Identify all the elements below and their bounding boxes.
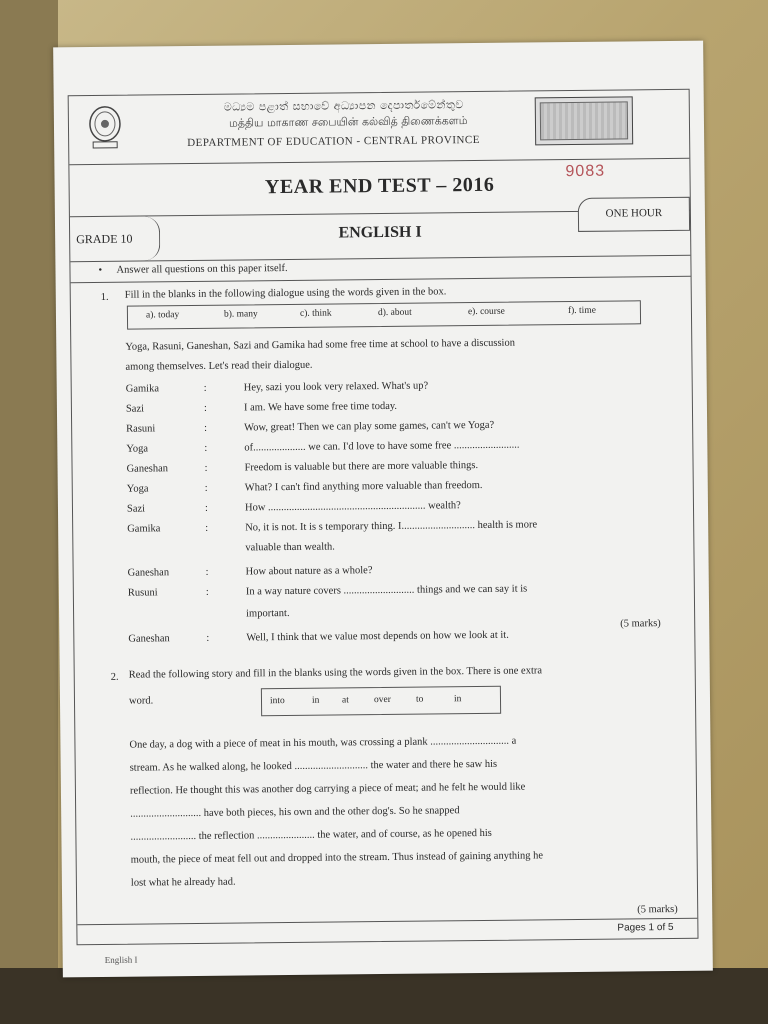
question-2-text: word.	[128, 695, 154, 707]
question-2-number: 2.	[110, 671, 119, 683]
question-2-marks: (5 marks)	[637, 903, 678, 916]
speaker: Yoga	[126, 483, 149, 495]
dialogue-line: In a way nature covers ........................... things and we can say it is	[245, 583, 528, 598]
colon: :	[203, 382, 207, 394]
speaker: Ganeshan	[127, 567, 170, 579]
speaker: Gamika	[125, 383, 160, 395]
grade-label: GRADE 10	[70, 216, 160, 261]
footer-label: English I	[104, 954, 138, 965]
footer-divider	[77, 918, 697, 925]
question-2-word-box	[261, 686, 501, 717]
speaker: Gamika	[127, 523, 161, 535]
dialogue-line: I am. We have some free time today.	[243, 400, 398, 414]
sinhala-heading: මධ්‍යම පළාත් සභාවේ අධ්‍යාපන දෙපාර්තමේන්තුව	[223, 98, 464, 114]
word-option: to	[415, 694, 424, 705]
word-option: e). course	[467, 306, 505, 318]
dialogue-line: important.	[246, 607, 290, 620]
question-2-story	[129, 728, 691, 895]
dialogue-row	[128, 604, 688, 630]
word-option: over	[373, 694, 391, 706]
duration-label: ONE HOUR	[578, 197, 690, 232]
dialogue-line: What? I can't find anything more valuable than freedom.	[244, 479, 483, 494]
stamp-pattern	[540, 101, 628, 140]
colon: :	[206, 632, 210, 644]
speaker: Rasuni	[126, 423, 156, 435]
colon: :	[205, 522, 209, 534]
word-option: at	[341, 695, 349, 706]
instruction-text: Answer all questions on this paper itself.	[116, 262, 288, 276]
dialogue-line: Wow, great! Then we can play some games, can't we Yoga?	[244, 419, 495, 434]
story-line: One day, a dog with a piece of meat in his mouth, was crossing a plank .............................. a	[129, 735, 517, 751]
subject-label: ENGLISH I	[338, 223, 422, 242]
speaker: Rusuni	[127, 587, 158, 599]
story-line: ........................... have both pieces, his own and the other dog's. So he snapped	[130, 805, 460, 820]
revenue-stamp	[535, 96, 633, 145]
colon: :	[205, 566, 209, 578]
story-line: lost what he already had.	[130, 876, 236, 889]
story-line: stream. As he walked along, he looked ............................ the water and there he saw his	[129, 758, 498, 774]
question-1-intro-line: Yoga, Rasuni, Ganeshan, Sazi and Gamika had some free time at school to have a discussion	[125, 337, 516, 353]
dialogue-line: How about nature as a whole?	[245, 565, 373, 578]
question-1-intro-line: among themselves. Let's read their dialogue.	[125, 359, 313, 373]
provincial-emblem-icon	[87, 104, 124, 152]
dialogue-row	[128, 628, 688, 654]
dialogue-line: How ............................................................ wealth?	[244, 500, 461, 514]
colon: :	[204, 482, 208, 494]
speaker: Ganeshan	[128, 633, 170, 645]
paper-frame	[68, 89, 699, 945]
dialogue-line: No, it is not. It is s temporary thing. I............................ health is more	[245, 519, 538, 534]
dialogue-line: valuable than wealth.	[245, 541, 335, 554]
paper-header	[69, 90, 690, 165]
tamil-heading: மத்திய மாகாண சபையின் கல்வித் திணைக்களம்	[228, 114, 468, 130]
colon: :	[204, 462, 208, 474]
speaker: Sazi	[126, 503, 146, 515]
question-1-marks: (5 marks)	[620, 618, 661, 630]
question-1-text: Fill in the blanks in the following dialogue using the words given in the box.	[124, 286, 447, 301]
story-line: reflection. He thought this was another dog carrying a piece of meat; and he felt he would like	[129, 781, 526, 797]
page-indicator: Pages 1 of 5	[617, 921, 674, 934]
desk-background	[0, 0, 58, 1024]
story-line: ......................... the reflection ...................... the water, and of course, as he opened his	[130, 827, 492, 843]
colon: :	[203, 402, 207, 414]
word-option: f). time	[567, 305, 596, 317]
department-heading: DEPARTMENT OF EDUCATION - CENTRAL PROVINCE	[187, 133, 481, 150]
word-option: in	[311, 695, 320, 706]
word-option: into	[269, 696, 285, 707]
serial-number: 9083	[565, 162, 606, 181]
dialogue-line: Hey, sazi you look very relaxed. What's up?	[243, 380, 429, 394]
word-option: in	[453, 694, 462, 705]
question-1-number: 1.	[100, 291, 109, 303]
speaker: Sazi	[125, 403, 145, 415]
dialogue-line: of.................... we can. I'd love to have some free .........................	[244, 439, 520, 454]
speaker: Ganeshan	[126, 463, 169, 475]
bullet: •	[98, 264, 103, 276]
colon: :	[204, 422, 208, 434]
word-option: a). today	[145, 310, 180, 321]
dialogue-line: Well, I think that we value most depends on how we look at it.	[246, 629, 509, 644]
word-option: d). about	[377, 307, 412, 319]
colon: :	[204, 442, 208, 454]
dialogue-line: Freedom is valuable but there are more valuable things.	[244, 460, 479, 474]
exam-title: YEAR END TEST – 2016	[264, 173, 495, 199]
speaker: Yoga	[126, 443, 149, 455]
exam-paper	[53, 41, 713, 978]
question-1-word-box	[127, 300, 641, 329]
colon: :	[204, 502, 208, 514]
story-line: mouth, the piece of meat fell out and dropped into the stream. Thus instead of gaining anything he	[130, 850, 544, 866]
word-option: b). many	[223, 309, 258, 320]
word-option: c). think	[299, 308, 332, 319]
colon: :	[205, 586, 209, 598]
question-2-text: Read the following story and fill in the blanks using the words given in the box. There is one extra	[128, 665, 543, 681]
